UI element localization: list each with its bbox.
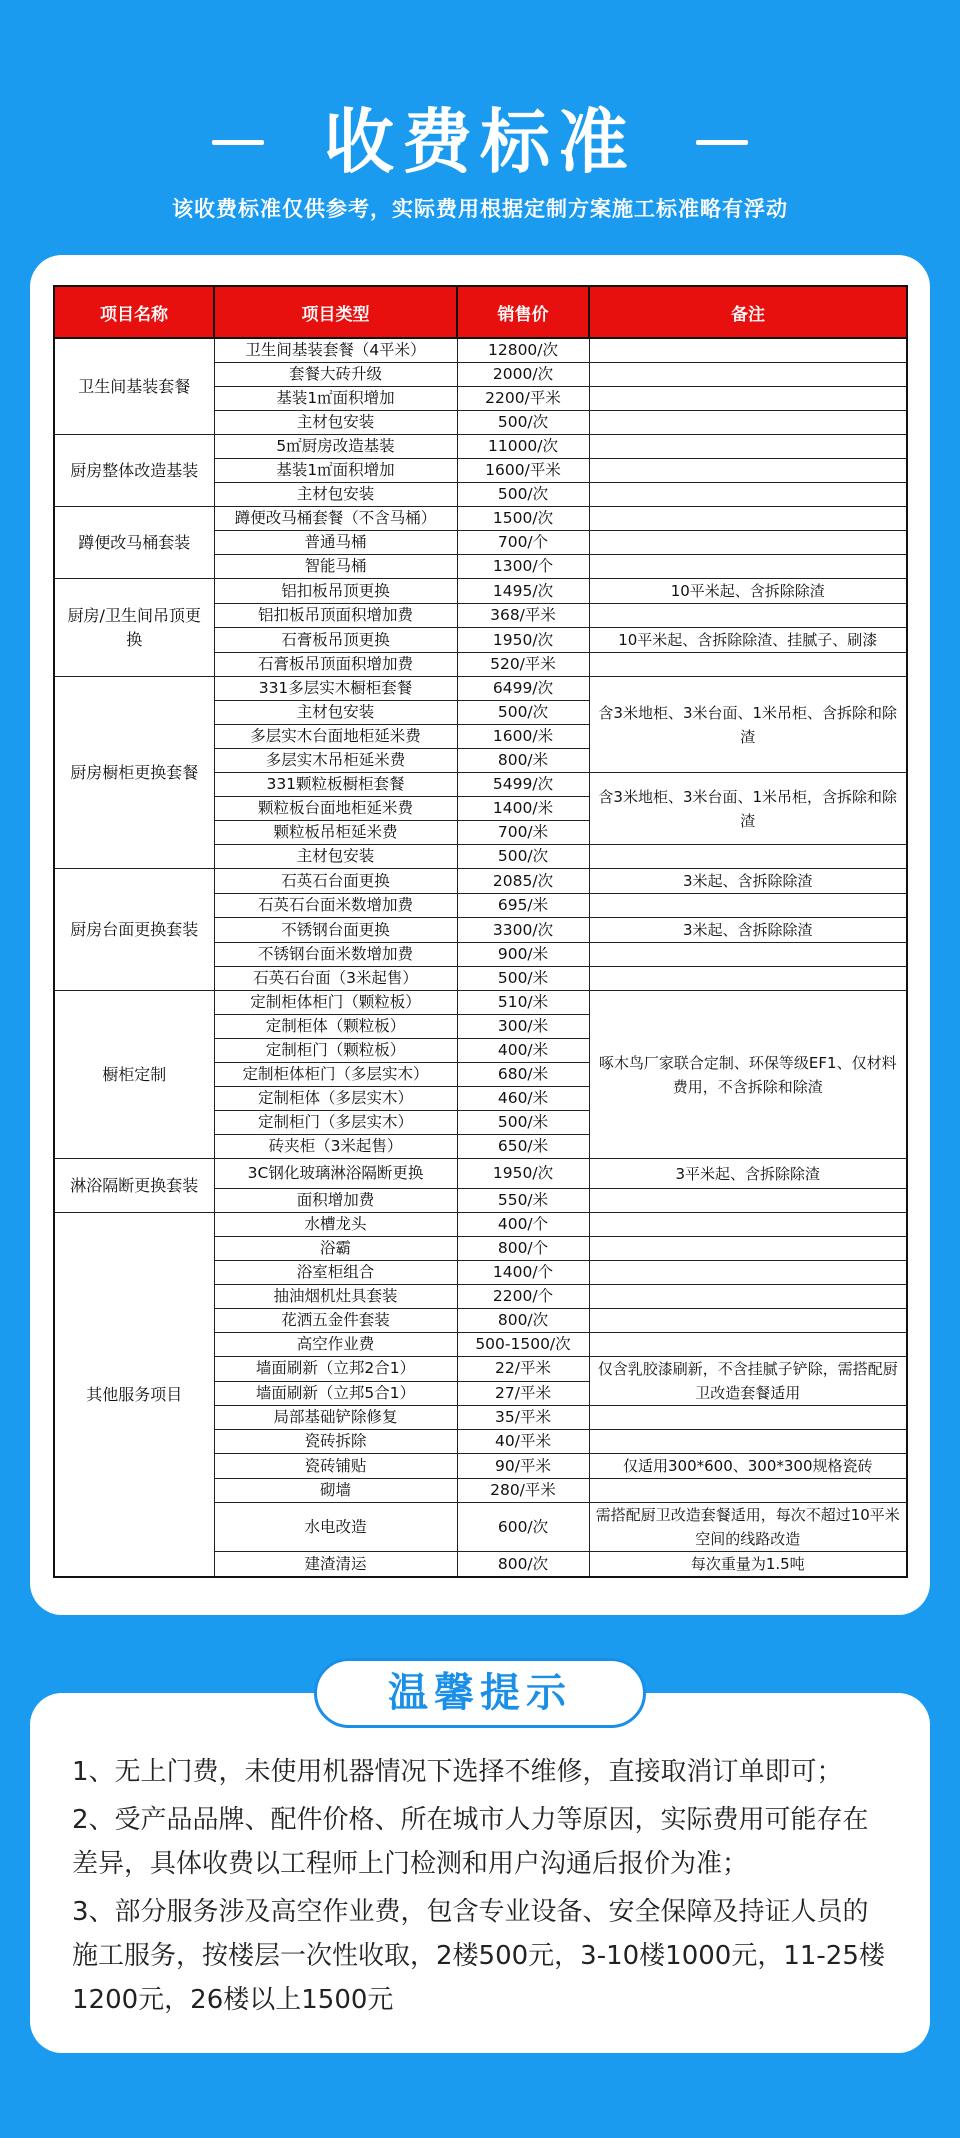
type-cell: 浴霸 [214, 1237, 457, 1261]
note-cell: 需搭配厨卫改造套餐适用，每次不超过10平米空间的线路改造 [589, 1503, 907, 1552]
table-row [54, 677, 907, 701]
price-cell: 2000/次 [457, 363, 589, 387]
tip-item: 3、部分服务涉及高空作业费，包含专业设备、安全保障及持证人员的施工服务，按楼层一次性收取，2楼500元，3-10楼1000元，11-25楼1200元，26楼以上1500元 [72, 1897, 885, 2015]
type-cell: 定制柜体柜门（多层实木） [214, 1063, 457, 1087]
note-cell [589, 1333, 907, 1357]
price-cell: 500/米 [457, 1111, 589, 1135]
header-price: 销售价 [457, 286, 589, 338]
price-cell: 700/个 [457, 531, 589, 555]
type-cell: 基装1㎡面积增加 [214, 459, 457, 483]
title-row [0, 92, 960, 192]
type-cell: 定制柜门（多层实木） [214, 1111, 457, 1135]
type-cell: 主材包安装 [214, 483, 457, 507]
price-cell: 300/米 [457, 1015, 589, 1039]
note-cell [589, 894, 907, 918]
price-cell: 500/米 [457, 967, 589, 991]
note-cell: 仅适用300*600、300*300规格瓷砖 [589, 1454, 907, 1479]
note-cell [589, 943, 907, 967]
price-cell: 510/米 [457, 991, 589, 1015]
tips-title: 温馨提示 [314, 1658, 646, 1728]
category-cell: 卫生间基装套餐 [54, 338, 214, 435]
type-cell: 石膏板吊顶更换 [214, 628, 457, 653]
price-cell: 800/次 [457, 1309, 589, 1333]
price-cell: 2085/次 [457, 869, 589, 894]
price-cell: 550/米 [457, 1189, 589, 1213]
type-cell: 浴室柜组合 [214, 1261, 457, 1285]
price-cell: 1600/米 [457, 725, 589, 749]
table-row [54, 507, 907, 531]
note-cell: 3平米起、含拆除除渣 [589, 1159, 907, 1189]
tip-item: 1、无上门费，未使用机器情况下选择不维修，直接取消订单即可； [72, 1757, 843, 1787]
price-cell: 400/个 [457, 1213, 589, 1237]
table-row [54, 338, 907, 363]
note-cell [589, 1309, 907, 1333]
note-cell: 啄木鸟厂家联合定制、环保等级EF1、仅材料费用，不含拆除和除渣 [589, 991, 907, 1159]
price-cell: 800/个 [457, 1237, 589, 1261]
price-cell: 2200/个 [457, 1285, 589, 1309]
table-row [54, 991, 907, 1015]
price-cell: 460/米 [457, 1087, 589, 1111]
price-cell: 1495/次 [457, 579, 589, 604]
header-project-name: 项目名称 [54, 286, 214, 338]
note-cell [589, 1479, 907, 1503]
type-cell: 331颗粒板橱柜套餐 [214, 773, 457, 797]
note-cell: 10平米起、含拆除除渣、挂腻子、刷漆 [589, 628, 907, 653]
type-cell: 高空作业费 [214, 1333, 457, 1357]
note-cell [589, 967, 907, 991]
table-row [54, 579, 907, 604]
note-cell: 含3米地柜、3米台面、1米吊柜，含拆除和除渣 [589, 773, 907, 845]
type-cell: 面积增加费 [214, 1189, 457, 1213]
table-header-row [54, 286, 907, 338]
price-cell: 1400/米 [457, 797, 589, 821]
note-cell: 3米起、含拆除除渣 [589, 869, 907, 894]
type-cell: 石英石台面（3米起售） [214, 967, 457, 991]
title-dash-left [212, 140, 264, 145]
price-cell: 1500/次 [457, 507, 589, 531]
type-cell: 砌墙 [214, 1479, 457, 1503]
type-cell: 颗粒板吊柜延米费 [214, 821, 457, 845]
note-cell [589, 555, 907, 579]
note-cell [589, 411, 907, 435]
note-cell: 每次重量为1.5吨 [589, 1552, 907, 1578]
price-cell: 500-1500/次 [457, 1333, 589, 1357]
price-cell: 1600/平米 [457, 459, 589, 483]
price-cell: 1300/个 [457, 555, 589, 579]
price-cell: 600/次 [457, 1503, 589, 1552]
type-cell: 墙面刷新（立邦5合1） [214, 1381, 457, 1406]
type-cell: 多层实木台面地柜延米费 [214, 725, 457, 749]
type-cell: 定制柜体（颗粒板） [214, 1015, 457, 1039]
tips-list [72, 1750, 892, 2026]
price-cell: 1950/次 [457, 628, 589, 653]
note-cell [589, 531, 907, 555]
table-row [54, 869, 907, 894]
price-cell: 3300/次 [457, 918, 589, 943]
note-cell [589, 1213, 907, 1237]
price-cell: 500/次 [457, 701, 589, 725]
note-cell [589, 845, 907, 869]
type-cell: 水槽龙头 [214, 1213, 457, 1237]
type-cell: 花洒五金件套装 [214, 1309, 457, 1333]
type-cell: 局部基础铲除修复 [214, 1406, 457, 1430]
type-cell: 不锈钢台面更换 [214, 918, 457, 943]
note-cell [589, 1430, 907, 1454]
page-title: 收费标准 [324, 101, 636, 183]
note-cell [589, 363, 907, 387]
type-cell: 瓷砖拆除 [214, 1430, 457, 1454]
type-cell: 3C钢化玻璃淋浴隔断更换 [214, 1159, 457, 1189]
note-cell [589, 1406, 907, 1430]
type-cell: 铝扣板吊顶更换 [214, 579, 457, 604]
page-subtitle: 该收费标准仅供参考，实际费用根据定制方案施工标准略有浮动 [172, 197, 788, 221]
category-cell: 厨房橱柜更换套餐 [54, 677, 214, 869]
type-cell: 颗粒板台面地柜延米费 [214, 797, 457, 821]
price-cell: 900/米 [457, 943, 589, 967]
price-cell: 35/平米 [457, 1406, 589, 1430]
price-cell: 500/次 [457, 845, 589, 869]
header-project-type: 项目类型 [214, 286, 457, 338]
price-cell: 520/平米 [457, 653, 589, 677]
price-cell: 650/米 [457, 1135, 589, 1159]
category-cell: 其他服务项目 [54, 1213, 214, 1578]
type-cell: 石英石台面米数增加费 [214, 894, 457, 918]
table-row [54, 435, 907, 459]
note-cell [589, 338, 907, 363]
type-cell: 普通马桶 [214, 531, 457, 555]
type-cell: 抽油烟机灶具套装 [214, 1285, 457, 1309]
price-cell: 1950/次 [457, 1159, 589, 1189]
price-cell: 800/次 [457, 1552, 589, 1578]
table-row [54, 1213, 907, 1237]
category-cell: 淋浴隔断更换套装 [54, 1159, 214, 1213]
type-cell: 多层实木吊柜延米费 [214, 749, 457, 773]
note-cell [589, 483, 907, 507]
type-cell: 基装1㎡面积增加 [214, 387, 457, 411]
note-cell [589, 653, 907, 677]
header-note: 备注 [589, 286, 907, 338]
title-dash-right [696, 140, 748, 145]
page-header [0, 0, 960, 255]
price-cell: 368/平米 [457, 604, 589, 628]
category-cell: 蹲便改马桶套装 [54, 507, 214, 579]
note-cell [589, 435, 907, 459]
type-cell: 主材包安装 [214, 845, 457, 869]
price-cell: 700/米 [457, 821, 589, 845]
type-cell: 砖夹柜（3米起售） [214, 1135, 457, 1159]
type-cell: 5㎡厨房改造基装 [214, 435, 457, 459]
category-cell: 厨房整体改造基装 [54, 435, 214, 507]
price-cell: 500/次 [457, 411, 589, 435]
note-cell [589, 1261, 907, 1285]
note-cell [589, 1189, 907, 1213]
type-cell: 智能马桶 [214, 555, 457, 579]
type-cell: 套餐大砖升级 [214, 363, 457, 387]
type-cell: 主材包安装 [214, 701, 457, 725]
type-cell: 石膏板吊顶面积增加费 [214, 653, 457, 677]
type-cell: 主材包安装 [214, 411, 457, 435]
type-cell: 蹲便改马桶套餐（不含马桶） [214, 507, 457, 531]
type-cell: 石英石台面更换 [214, 869, 457, 894]
price-cell: 90/平米 [457, 1454, 589, 1479]
price-cell: 2200/平米 [457, 387, 589, 411]
price-cell: 22/平米 [457, 1357, 589, 1382]
note-cell: 3米起、含拆除除渣 [589, 918, 907, 943]
price-cell: 680/米 [457, 1063, 589, 1087]
price-cell: 500/次 [457, 483, 589, 507]
price-cell: 40/平米 [457, 1430, 589, 1454]
category-cell: 厨房/卫生间吊顶更换 [54, 579, 214, 677]
price-cell: 400/米 [457, 1039, 589, 1063]
type-cell: 水电改造 [214, 1503, 457, 1552]
tip-item: 2、受产品品牌、配件价格、所在城市人力等原因，实际费用可能存在差异，具体收费以工程师上门检测和用户沟通后报价为准； [72, 1805, 869, 1879]
price-cell: 12800/次 [457, 338, 589, 363]
note-cell [589, 387, 907, 411]
type-cell: 定制柜体（多层实木） [214, 1087, 457, 1111]
category-cell: 厨房台面更换套装 [54, 869, 214, 991]
note-cell [589, 507, 907, 531]
note-cell: 10平米起、含拆除除渣 [589, 579, 907, 604]
type-cell: 墙面刷新（立邦2合1） [214, 1357, 457, 1382]
type-cell: 不锈钢台面米数增加费 [214, 943, 457, 967]
price-cell: 695/米 [457, 894, 589, 918]
price-cell: 6499/次 [457, 677, 589, 701]
price-table [53, 285, 908, 1578]
category-cell: 橱柜定制 [54, 991, 214, 1159]
price-cell: 1400/个 [457, 1261, 589, 1285]
note-cell: 仅含乳胶漆刷新，不含挂腻子铲除，需搭配厨卫改造套餐适用 [589, 1357, 907, 1406]
type-cell: 卫生间基装套餐（4平米） [214, 338, 457, 363]
note-cell [589, 604, 907, 628]
table-row [54, 1159, 907, 1189]
price-cell: 800/米 [457, 749, 589, 773]
type-cell: 铝扣板吊顶面积增加费 [214, 604, 457, 628]
note-cell [589, 459, 907, 483]
note-cell [589, 1285, 907, 1309]
type-cell: 定制柜门（颗粒板） [214, 1039, 457, 1063]
price-cell: 11000/次 [457, 435, 589, 459]
type-cell: 瓷砖铺贴 [214, 1454, 457, 1479]
price-cell: 5499/次 [457, 773, 589, 797]
type-cell: 定制柜体柜门（颗粒板） [214, 991, 457, 1015]
note-cell [589, 1237, 907, 1261]
type-cell: 建渣清运 [214, 1552, 457, 1578]
price-cell: 27/平米 [457, 1381, 589, 1406]
note-cell: 含3米地柜、3米台面、1米吊柜、含拆除和除渣 [589, 677, 907, 773]
type-cell: 331多层实木橱柜套餐 [214, 677, 457, 701]
price-cell: 280/平米 [457, 1479, 589, 1503]
